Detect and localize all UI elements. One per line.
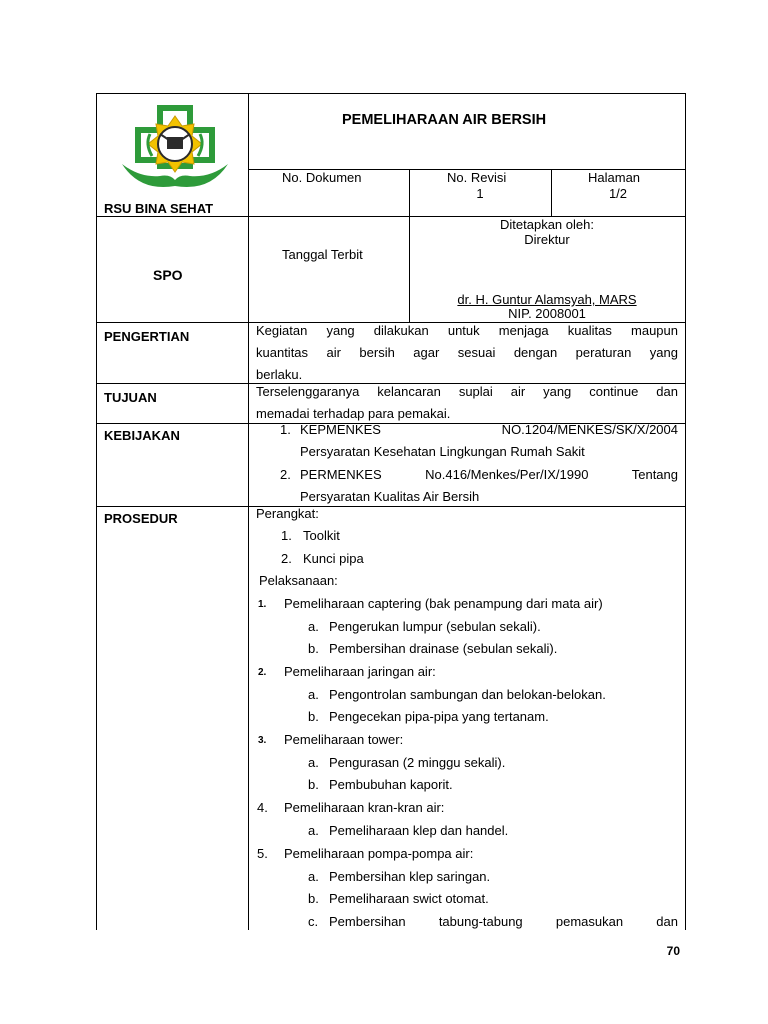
step-2-text: Pemeliharaan jaringan air:	[284, 664, 436, 679]
step-2a-marker: a.	[308, 687, 319, 702]
step-1-number: 1.	[258, 599, 267, 610]
kebijakan-item-2-line-2: Persyaratan Kualitas Air Bersih	[300, 489, 480, 504]
signer-name: dr. H. Guntur Alamsyah, MARS	[457, 292, 637, 307]
step-1a-text: Pengerukan lumpur (sebulan sekali).	[329, 619, 541, 634]
page-number: 70	[666, 944, 680, 958]
kebijakan-item-1-line-1: KEPMENKES NO.1204/MENKES/SK/X/2004	[300, 422, 678, 437]
perangkat-2-text: Kunci pipa	[303, 551, 364, 566]
pengertian-line-3: berlaku.	[256, 367, 303, 382]
perangkat-1-text: Toolkit	[303, 528, 340, 543]
step-3a-text: Pengurasan (2 minggu sekali).	[329, 755, 506, 770]
step-3a-marker: a.	[308, 755, 319, 770]
kebijakan-item-1-line-2: Persyaratan Kesehatan Lingkungan Rumah Sakit	[300, 444, 585, 459]
step-2b-marker: b.	[308, 709, 319, 724]
revision-label: No. Revisi	[447, 170, 507, 185]
step-5b-text: Pemeliharaan swict otomat.	[329, 891, 489, 906]
kebijakan-item-2-number: 2.	[280, 467, 291, 482]
step-4-text: Pemeliharaan kran-kran air:	[284, 800, 445, 815]
step-5c-marker: c.	[308, 914, 319, 929]
step-4a-text: Pemeliharaan klep dan handel.	[329, 823, 509, 838]
step-5a-marker: a.	[308, 869, 319, 884]
pengertian-label: PENGERTIAN	[104, 329, 190, 344]
doc-number-label: No. Dokumen	[282, 170, 362, 185]
step-3-number: 3.	[258, 735, 267, 746]
revision-value: 1	[476, 186, 484, 201]
step-3-text: Pemeliharaan tower:	[284, 732, 404, 747]
step-1b-marker: b.	[308, 641, 319, 656]
pengertian-line-1: Kegiatan yang dilakukan untuk menjaga kualitas maupun	[256, 323, 678, 338]
tujuan-label: TUJUAN	[104, 390, 157, 405]
step-5a-text: Pembersihan klep saringan.	[329, 869, 491, 884]
step-3b-marker: b.	[308, 777, 319, 792]
signer-nip: NIP. 2008001	[508, 306, 586, 321]
step-1a-marker: a.	[308, 619, 319, 634]
approved-role: Direktur	[524, 232, 570, 247]
document-title: PEMELIHARAAN AIR BERSIH	[342, 112, 547, 128]
page-value: 1/2	[608, 186, 628, 201]
spo-label: SPO	[153, 267, 183, 283]
step-3b-text: Pembubuhan kaporit.	[329, 777, 453, 792]
pelaksanaan-label: Pelaksanaan:	[259, 573, 338, 588]
kebijakan-item-1-number: 1.	[280, 422, 291, 437]
issued-date-label: Tanggal Terbit	[282, 247, 363, 262]
step-5-number: 5.	[257, 846, 268, 861]
step-5b-marker: b.	[308, 891, 319, 906]
hospital-name: RSU BINA SEHAT	[104, 201, 214, 216]
step-1b-text: Pembersihan drainase (sebulan sekali).	[329, 641, 558, 656]
page-label: Halaman	[588, 170, 641, 185]
perangkat-1-number: 1.	[281, 528, 292, 543]
step-2b-text: Pengecekan pipa-pipa yang tertanam.	[329, 709, 549, 724]
kebijakan-item-2-line-1: PERMENKES No.416/Menkes/Per/IX/1990 Tentang	[300, 467, 678, 482]
step-4-number: 4.	[257, 800, 268, 815]
approved-by-label: Ditetapkan oleh:	[500, 217, 594, 232]
prosedur-label: PROSEDUR	[104, 511, 178, 526]
step-2-number: 2.	[258, 667, 267, 678]
step-5c-text: Pembersihan tabung-tabung pemasukan dan	[329, 914, 678, 929]
tujuan-line-1: Terselenggaranya kelancaran suplai air yang continue dan	[256, 384, 678, 399]
step-4a-marker: a.	[308, 823, 319, 838]
tujuan-line-2: memadai terhadap para pemakai.	[256, 406, 451, 421]
step-1-text: Pemeliharaan captering (bak penampung dari mata air)	[284, 596, 603, 611]
hospital-logo-icon	[120, 104, 230, 194]
perangkat-2-number: 2.	[281, 551, 292, 566]
perangkat-label: Perangkat:	[256, 506, 319, 521]
pengertian-line-2: kuantitas air bersih agar sesuai dengan peraturan yang	[256, 345, 678, 360]
step-2a-text: Pengontrolan sambungan dan belokan-belokan.	[329, 687, 606, 702]
kebijakan-label: KEBIJAKAN	[104, 428, 180, 443]
step-5-text: Pemeliharaan pompa-pompa air:	[284, 846, 474, 861]
